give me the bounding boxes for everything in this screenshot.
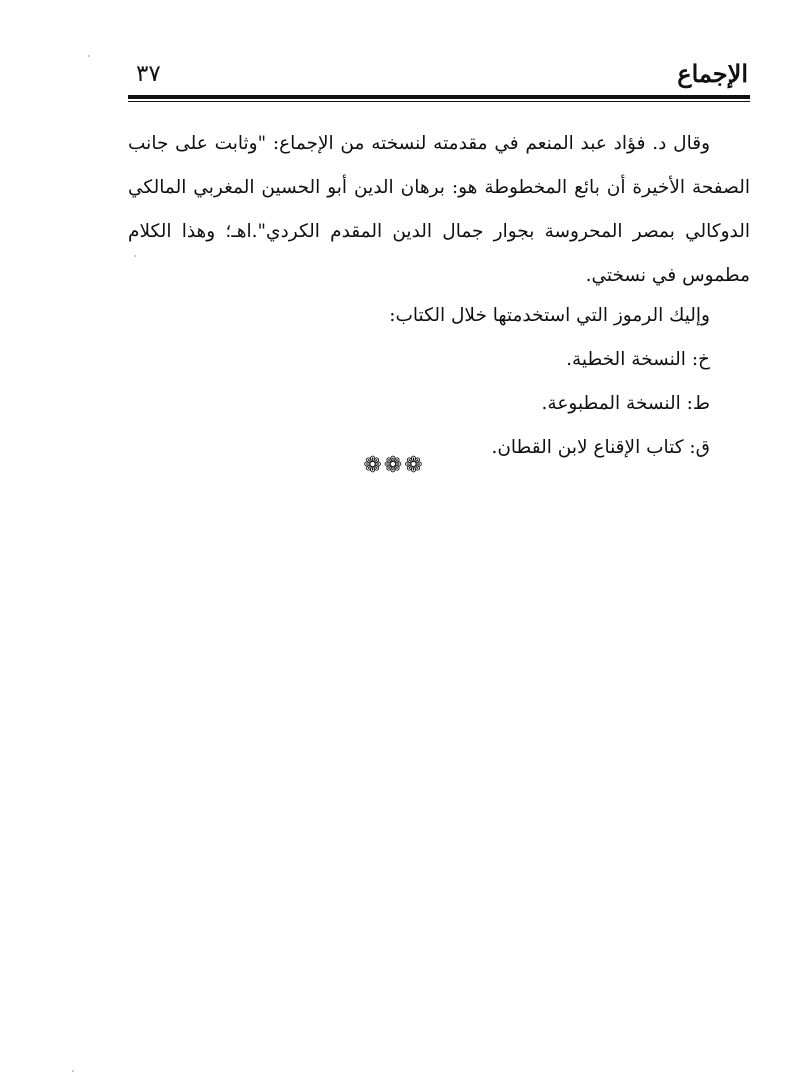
scan-speck [72,1070,74,1072]
header-rule-thick [128,95,750,99]
running-header [128,58,748,92]
legend-item-iqna: ق: كتاب الإقناع لابن القطان. [491,437,710,458]
intro-paragraph: وقال د. فؤاد عبد المنعم في مقدمته لنسخته من الإجماع: "وثابت على جانب الصفحة الأخيرة أن بائع المخطوطة هو: برهان الدين أبو الحسين المغربي المالكي الدوكالي بمصر المحروسة بجوار جمال الدين المقدم الكردي".اهـ؛ وهذا الكلام مطموس في نسختي. [128,133,750,286]
body-text [128,122,750,298]
header-rule-thin [128,101,750,102]
scan-speck [134,255,136,257]
section-end-ornament: ❁❁❁ [363,453,425,478]
legend-item-manuscript: خ: النسخة الخطية. [566,349,710,370]
symbols-legend [128,294,750,470]
legend-intro: وإليك الرموز التي استخدمتها خلال الكتاب: [389,305,710,326]
scan-speck [88,55,90,57]
page-number: ٣٧ [136,61,161,87]
legend-item-printed: ط: النسخة المطبوعة. [541,393,710,414]
header-title: الإجماع [677,59,748,88]
